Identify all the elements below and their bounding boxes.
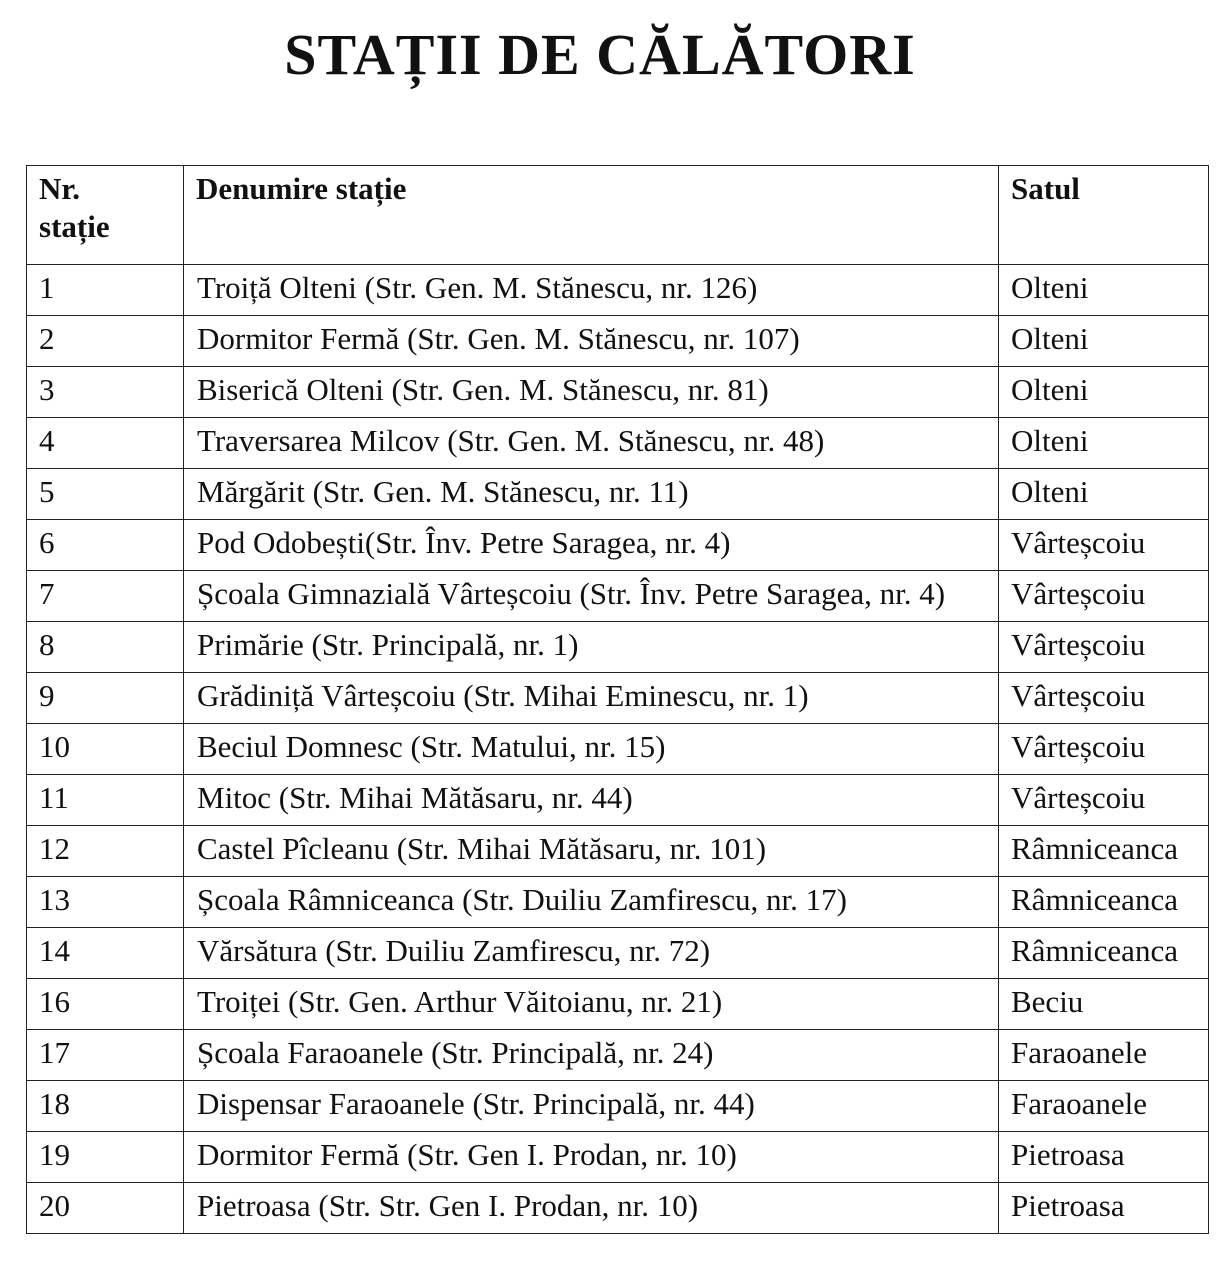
table-row — [27, 1132, 1209, 1183]
table-row — [27, 928, 1209, 979]
table-row — [27, 877, 1209, 928]
table-row — [27, 724, 1209, 775]
station-village: Vârteșcoiu — [999, 724, 1209, 775]
station-name: Troiței (Str. Gen. Arthur Văitoianu, nr. 21) — [184, 979, 999, 1030]
station-name: Dormitor Fermă (Str. Gen. M. Stănescu, nr. 107) — [184, 316, 999, 367]
station-number: 7 — [27, 571, 184, 622]
station-number: 14 — [27, 928, 184, 979]
header-village: Satul — [999, 166, 1209, 265]
station-number: 6 — [27, 520, 184, 571]
page-title: STAȚII DE CĂLĂTORI — [284, 22, 916, 87]
station-number: 1 — [27, 265, 184, 316]
station-village: Râmniceanca — [999, 877, 1209, 928]
table-row — [27, 826, 1209, 877]
station-name: Dispensar Faraoanele (Str. Principală, nr. 44) — [184, 1081, 999, 1132]
table-row — [27, 775, 1209, 826]
station-number: 13 — [27, 877, 184, 928]
station-village: Vârteșcoiu — [999, 520, 1209, 571]
station-number: 19 — [27, 1132, 184, 1183]
station-village: Râmniceanca — [999, 826, 1209, 877]
table-row — [27, 367, 1209, 418]
station-name: Mărgărit (Str. Gen. M. Stănescu, nr. 11) — [184, 469, 999, 520]
table-row — [27, 622, 1209, 673]
station-name: Pietroasa (Str. Str. Gen I. Prodan, nr. 10) — [184, 1183, 999, 1234]
station-village: Olteni — [999, 265, 1209, 316]
station-number: 16 — [27, 979, 184, 1030]
station-village: Râmniceanca — [999, 928, 1209, 979]
table-row — [27, 979, 1209, 1030]
station-village: Olteni — [999, 316, 1209, 367]
station-village: Vârteșcoiu — [999, 622, 1209, 673]
station-name: Dormitor Fermă (Str. Gen I. Prodan, nr. 10) — [184, 1132, 999, 1183]
station-name: Școala Gimnazială Vârteșcoiu (Str. Înv. Petre Saragea, nr. 4) — [184, 571, 999, 622]
station-village: Olteni — [999, 469, 1209, 520]
table-row — [27, 418, 1209, 469]
station-name: Troiță Olteni (Str. Gen. M. Stănescu, nr. 126) — [184, 265, 999, 316]
station-number: 5 — [27, 469, 184, 520]
table-row — [27, 1081, 1209, 1132]
station-village: Pietroasa — [999, 1183, 1209, 1234]
station-name: Școala Faraoanele (Str. Principală, nr. 24) — [184, 1030, 999, 1081]
station-village: Olteni — [999, 367, 1209, 418]
station-name: Școala Râmniceanca (Str. Duiliu Zamfirescu, nr. 17) — [184, 877, 999, 928]
station-name: Biserică Olteni (Str. Gen. M. Stănescu, nr. 81) — [184, 367, 999, 418]
table-row — [27, 1030, 1209, 1081]
station-village: Pietroasa — [999, 1132, 1209, 1183]
table-row — [27, 469, 1209, 520]
table-row — [27, 673, 1209, 724]
station-name: Grădiniță Vârteșcoiu (Str. Mihai Eminescu, nr. 1) — [184, 673, 999, 724]
station-village: Faraoanele — [999, 1030, 1209, 1081]
station-number: 9 — [27, 673, 184, 724]
station-name: Mitoc (Str. Mihai Mătăsaru, nr. 44) — [184, 775, 999, 826]
station-name: Primărie (Str. Principală, nr. 1) — [184, 622, 999, 673]
station-village: Olteni — [999, 418, 1209, 469]
station-name: Vărsătura (Str. Duiliu Zamfirescu, nr. 72) — [184, 928, 999, 979]
station-number: 20 — [27, 1183, 184, 1234]
station-number: 2 — [27, 316, 184, 367]
table-row — [27, 265, 1209, 316]
station-number: 3 — [27, 367, 184, 418]
table-row — [27, 571, 1209, 622]
station-number: 17 — [27, 1030, 184, 1081]
station-name: Pod Odobești(Str. Înv. Petre Saragea, nr. 4) — [184, 520, 999, 571]
station-number: 4 — [27, 418, 184, 469]
table-header-row — [27, 166, 1209, 265]
station-village: Vârteșcoiu — [999, 775, 1209, 826]
station-number: 11 — [27, 775, 184, 826]
station-name: Castel Pîcleanu (Str. Mihai Mătăsaru, nr. 101) — [184, 826, 999, 877]
station-number: 12 — [27, 826, 184, 877]
station-name: Beciul Domnesc (Str. Matului, nr. 15) — [184, 724, 999, 775]
stations-table — [26, 165, 1209, 1234]
header-nr — [27, 166, 184, 265]
table-row — [27, 316, 1209, 367]
station-number: 18 — [27, 1081, 184, 1132]
header-name: Denumire stație — [184, 166, 999, 265]
station-number: 10 — [27, 724, 184, 775]
station-number: 8 — [27, 622, 184, 673]
station-village: Faraoanele — [999, 1081, 1209, 1132]
header-nr-line1: Nr. — [39, 171, 81, 206]
station-village: Vârteșcoiu — [999, 673, 1209, 724]
station-village: Vârteșcoiu — [999, 571, 1209, 622]
station-name: Traversarea Milcov (Str. Gen. M. Stănescu, nr. 48) — [184, 418, 999, 469]
header-nr-line2: stație — [39, 209, 110, 244]
table-row — [27, 1183, 1209, 1234]
table-row — [27, 520, 1209, 571]
station-village: Beciu — [999, 979, 1209, 1030]
